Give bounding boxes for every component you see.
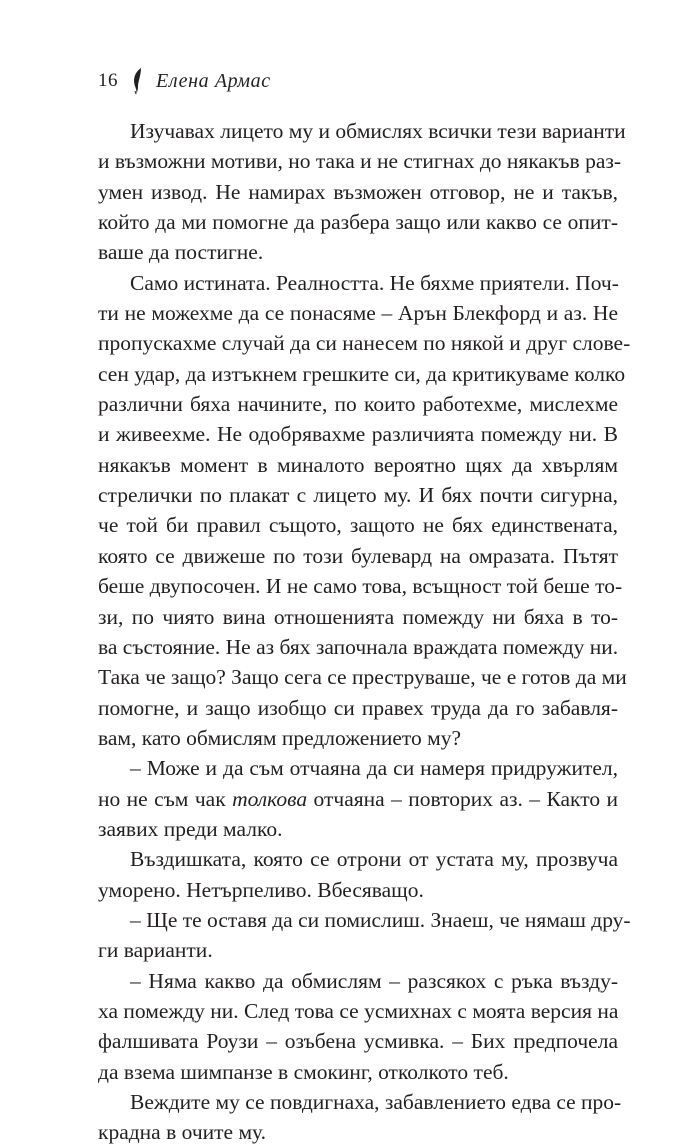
- text-line: различни бяха начините, по които работехме, мислехме: [98, 392, 618, 417]
- text-line: сен удар, да изтъкнем грешките си, да критикуваме колко: [98, 361, 626, 386]
- emphasis: толкова: [232, 786, 308, 811]
- text-line: Веждите му се повдигнаха, забавлението едва се про-: [130, 1090, 622, 1114]
- text-line: уморено. Нетърпеливо. Вбесяващо.: [98, 877, 424, 902]
- paragraph: [98, 268, 631, 754]
- text-line: вам, като обмислям предложението му?: [98, 725, 462, 750]
- text-line: Въздишката, която се отрони от устата му, прозвуча: [130, 847, 618, 872]
- text-line: която се движеше по този булевард на омразата. Пътят: [98, 543, 618, 568]
- text-line: ва състояние. Не аз бях започнала враждата помежду ни.: [98, 634, 619, 659]
- text-segment: но не съм чак: [98, 786, 233, 811]
- paragraph: [98, 116, 626, 268]
- text-line: крадна в очите му.: [98, 1120, 267, 1145]
- text-line: Така че защо? Защо сега се преструваше, че е готов да ми: [98, 665, 627, 690]
- text-line: ха помежду ни. След това се усмихнах с моята версия на: [98, 998, 619, 1023]
- text-line: ти не можехме да се понасяме – Арън Блекфорд и аз. Не: [98, 301, 618, 326]
- text-line: пропускахме случай да си нанесем по някой и друг слове-: [98, 331, 631, 356]
- text-line: заявих преди малко.: [98, 816, 283, 841]
- text-line: Само истината. Реалността. Не бяхме приятели. Поч-: [130, 270, 619, 295]
- body-text: [98, 116, 631, 1148]
- text-line: зи, по чиято вина отношенията помежду ни бяха в то-: [98, 604, 618, 629]
- text-line: – Може и да съм отчаяна да си намеря придружител,: [130, 756, 618, 781]
- text-line: – Няма какво да обмислям – разсякох с ръка възду-: [130, 968, 618, 993]
- text-line: стрелички по плакат с лицето му. И бях почти сигурна,: [98, 483, 618, 508]
- text-line: фалшивата Роузи – озъбена усмивка. – Бих предпочела: [98, 1029, 618, 1054]
- text-line: [98, 784, 618, 814]
- text-line: – Ще те оставя да си помислиш. Знаеш, че нямаш дру-: [130, 907, 631, 932]
- author-name: Елена Армас: [156, 69, 271, 92]
- text-line: че той би правил същото, защото не бях единствената,: [98, 513, 618, 538]
- text-line: помогне, и защо изобщо си правех труда да го забавля-: [98, 695, 618, 720]
- text-line: умен извод. Не намирах възможен отговор, не и такъв,: [98, 179, 618, 204]
- quill-icon: [130, 67, 146, 95]
- paragraph: [98, 753, 618, 844]
- text-line: да взема шимпанзе в смокинг, отколкото теб.: [98, 1059, 509, 1084]
- text-line: ваше да постигне.: [98, 240, 264, 265]
- text-line: някакъв момент в миналото вероятно щях да хвърлям: [98, 452, 618, 477]
- text-line: и живеехме. Не одобрявахме различията помежду ни. В: [98, 422, 618, 447]
- paragraph: [98, 966, 618, 1087]
- text-segment: отчаяна – повторих аз. – Както и: [307, 786, 618, 811]
- text-line: беше двупосочен. И не само това, всъщност той беше то-: [98, 574, 623, 599]
- running-header: [98, 66, 271, 96]
- text-line: ги варианти.: [98, 938, 213, 963]
- text-line: и възможни мотиви, но така и не стигнах до някакъв раз-: [98, 149, 622, 174]
- page-number: 16: [98, 70, 118, 91]
- paragraph: [98, 844, 618, 905]
- text-line: Изучавах лицето му и обмислях всички тези варианти: [130, 119, 626, 143]
- paragraph: [98, 1087, 622, 1148]
- text-line: който да ми помогне да разбера защо или какво се опит-: [98, 210, 618, 235]
- paragraph: [98, 905, 631, 966]
